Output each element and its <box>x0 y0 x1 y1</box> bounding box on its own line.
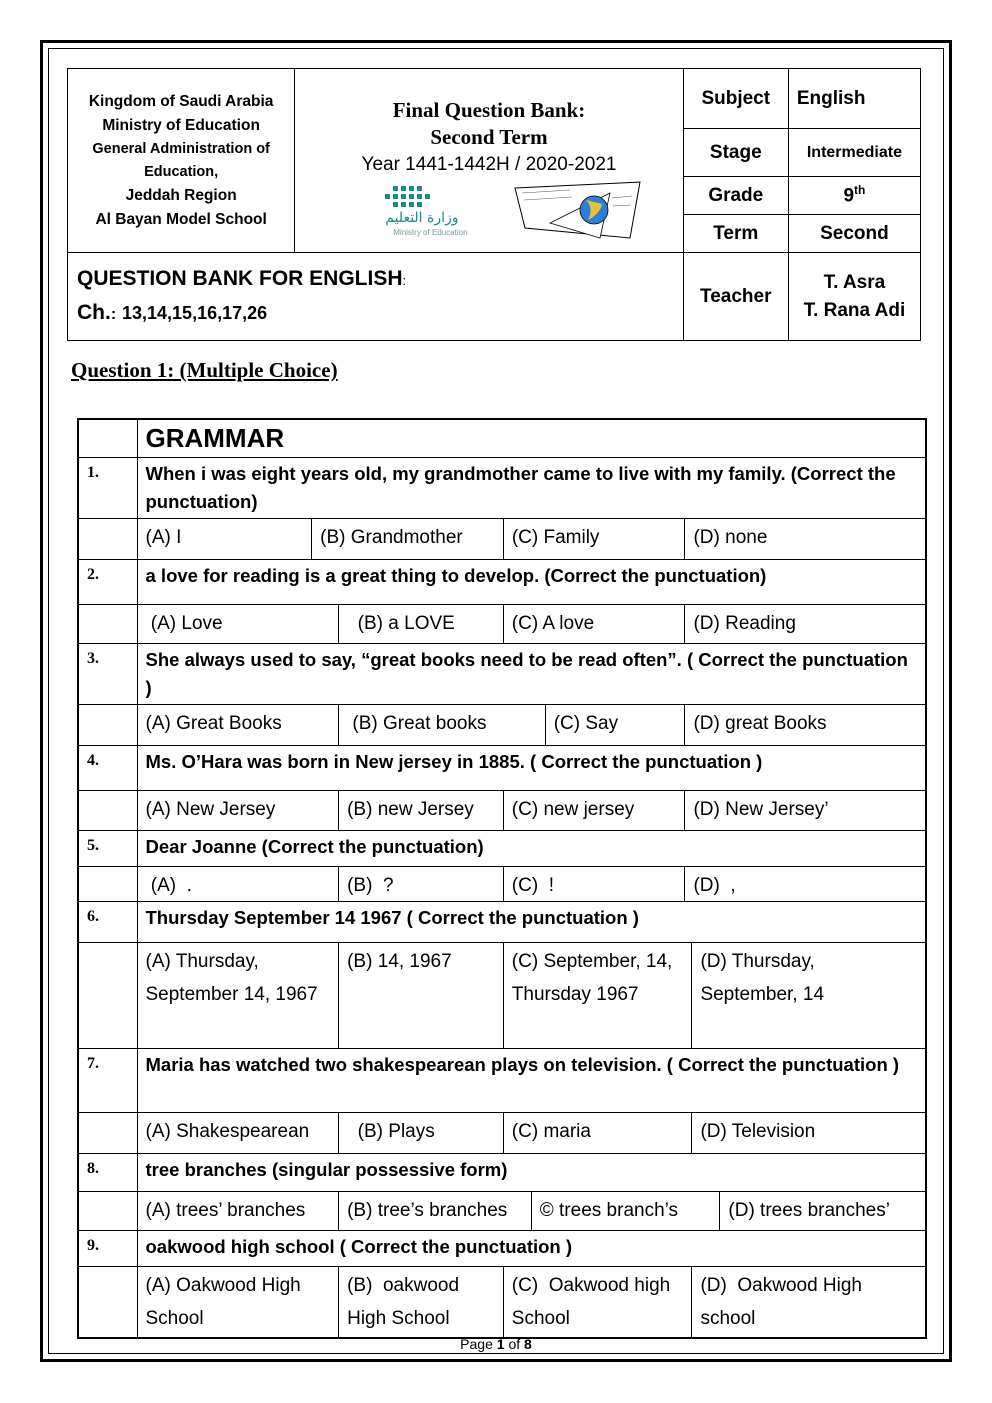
teacher-label: Teacher <box>683 253 788 341</box>
empty-cell <box>78 1112 137 1153</box>
answer-option[interactable]: (A) Thursday, September 14, 1967 <box>145 950 318 1005</box>
grade-label: Grade <box>683 177 788 215</box>
title-line-2: Second Term <box>430 125 548 149</box>
answer-option[interactable]: (C) Oakwood high School <box>503 1267 692 1337</box>
answer-option[interactable]: (D) Oakwood High school <box>691 1267 925 1337</box>
answer-option[interactable]: (D) , <box>684 867 925 901</box>
options-row <box>78 518 926 559</box>
school-line: Education, <box>144 163 219 180</box>
options-row <box>78 790 926 830</box>
question-stem: Maria has watched two shakespearean plays on television. ( Correct the punctuation ) <box>137 1048 926 1112</box>
title-line-1: Final Question Bank: <box>392 98 586 122</box>
term-value: Second <box>788 215 920 253</box>
options-cell <box>137 1112 926 1153</box>
answer-option[interactable]: (C) September, 14, Thursday 1967 <box>503 943 692 1048</box>
options-row <box>78 704 926 745</box>
question-number: 6. <box>78 901 137 942</box>
question-stem: Ms. O’Hara was born in New jersey in 1885. ( Correct the punctuation ) <box>137 745 926 790</box>
question-number: 9. <box>78 1230 137 1266</box>
subject-label: Subject <box>683 69 788 129</box>
grammar-question-table <box>77 418 927 1339</box>
answer-option[interactable]: (C) ! <box>503 867 685 901</box>
chapters-label: Ch. <box>77 300 111 324</box>
page-footer <box>0 1336 992 1352</box>
answer-option[interactable]: (B) ? <box>338 867 503 901</box>
teacher-name: T. Rana Adi <box>803 299 906 321</box>
empty-cell <box>78 866 137 901</box>
exam-title-block <box>295 69 683 253</box>
grade-number: 9 <box>843 185 855 207</box>
footer-prefix: Page <box>460 1336 497 1352</box>
answer-option[interactable]: (D) trees branches’ <box>719 1192 925 1230</box>
answer-option[interactable]: (B) oakwood High School <box>338 1267 503 1337</box>
school-info <box>68 69 295 253</box>
options-cell <box>137 1191 926 1230</box>
options-cell <box>137 1266 926 1338</box>
term-label: Term <box>683 215 788 253</box>
answer-option[interactable]: (B) 14, 1967 <box>338 943 503 1048</box>
question-number: 3. <box>78 643 137 704</box>
answer-option[interactable]: (A) Shakespearean <box>145 1120 310 1142</box>
answer-option[interactable]: (B) Plays <box>338 1113 503 1153</box>
empty-cell <box>78 419 137 457</box>
header-table <box>67 68 921 341</box>
answer-option[interactable]: (D) Television <box>691 1113 925 1153</box>
answer-option[interactable]: (D) none <box>684 519 925 559</box>
empty-cell <box>78 1191 137 1230</box>
question-number: 1. <box>78 457 137 518</box>
academic-year: Year 1441-1442H / 2020-2021 <box>361 154 617 175</box>
question-number: 5. <box>78 830 137 866</box>
question-row <box>78 643 926 704</box>
answer-option[interactable]: (C) Family <box>503 519 685 559</box>
answer-option[interactable]: (D) New Jersey’ <box>684 791 925 830</box>
question-number: 2. <box>78 559 137 604</box>
question-stem: a love for reading is a great thing to develop. (Correct the punctuation) <box>137 559 926 604</box>
options-row <box>78 942 926 1048</box>
stage-value: Intermediate <box>788 129 920 177</box>
question-bank-title: QUESTION BANK FOR ENGLISH <box>77 266 403 290</box>
empty-cell <box>78 604 137 643</box>
question-stem: When i was eight years old, my grandmother came to live with my family. (Correct the punctuation) <box>137 457 926 518</box>
school-line: Jeddah Region <box>125 186 237 204</box>
footer-mid: of <box>504 1336 525 1352</box>
grade-value <box>788 177 920 215</box>
question-row <box>78 901 926 942</box>
empty-cell <box>78 1266 137 1338</box>
options-row <box>78 1191 926 1230</box>
colon: : <box>402 272 407 288</box>
stage-label: Stage <box>683 129 788 177</box>
answer-option[interactable]: (C) maria <box>503 1113 692 1153</box>
answer-option[interactable]: (C) A love <box>503 605 685 643</box>
answer-option[interactable]: (B) new Jersey <box>338 791 503 830</box>
answer-option[interactable]: (D) Reading <box>684 605 925 643</box>
options-cell <box>137 704 926 745</box>
answer-option[interactable]: (B) Grandmother <box>311 519 503 559</box>
ministry-logo-subtext: Ministry of Education <box>393 228 468 237</box>
options-cell <box>137 518 926 559</box>
options-row <box>78 866 926 901</box>
options-cell <box>137 942 926 1048</box>
options-row <box>78 1112 926 1153</box>
empty-cell <box>78 790 137 830</box>
answer-option[interactable]: (C) Say <box>545 705 685 745</box>
teacher-names <box>788 253 920 341</box>
question-row <box>78 559 926 604</box>
page-total: 8 <box>524 1336 532 1352</box>
answer-option[interactable]: (B) a LOVE <box>338 605 503 643</box>
answer-option[interactable]: (D) Thursday, September, 14 <box>691 943 925 1048</box>
school-line: Ministry of Education <box>102 116 260 134</box>
answer-option[interactable]: (A) trees’ branches <box>145 1199 306 1221</box>
teacher-name: T. Asra <box>823 271 886 293</box>
options-cell <box>137 790 926 830</box>
options-row <box>78 1266 926 1338</box>
empty-cell <box>78 942 137 1048</box>
answer-option[interactable]: (A) New Jersey <box>145 798 276 820</box>
empty-cell <box>78 704 137 745</box>
answer-option[interactable]: (D) great Books <box>684 705 925 745</box>
footer-underline <box>460 1353 546 1354</box>
question-bank-heading <box>68 253 684 341</box>
answer-option[interactable]: (A) I <box>145 526 182 548</box>
options-cell <box>137 604 926 643</box>
question-stem: Dear Joanne (Correct the punctuation) <box>137 830 926 866</box>
colon: : <box>110 305 117 323</box>
ministry-logo <box>335 182 485 244</box>
empty-cell <box>78 518 137 559</box>
question-stem: She always used to say, “great books need to be read often”. ( Correct the punctuation ) <box>137 643 926 704</box>
question-number: 7. <box>78 1048 137 1112</box>
answer-option[interactable]: (A) . <box>145 874 192 896</box>
answer-option[interactable]: (B) tree’s branches <box>338 1192 531 1230</box>
question-stem: oakwood high school ( Correct the punctuation ) <box>137 1230 926 1266</box>
question-row <box>78 1153 926 1191</box>
answer-option[interactable]: (A) Great Books <box>145 712 282 734</box>
answer-option[interactable]: (A) Oakwood High School <box>145 1274 307 1329</box>
question-1-title: Question 1: (Multiple Choice) <box>71 358 338 382</box>
question-stem: Thursday September 14 1967 ( Correct the punctuation ) <box>137 901 926 942</box>
question-number: 4. <box>78 745 137 790</box>
options-row <box>78 604 926 643</box>
section-heading: GRAMMAR <box>137 419 926 457</box>
question-stem: tree branches (singular possessive form) <box>137 1153 926 1191</box>
grade-suffix: th <box>854 183 866 198</box>
question-row <box>78 830 926 866</box>
answer-option[interactable]: (C) new jersey <box>503 791 685 830</box>
question-row <box>78 457 926 518</box>
school-emblem-icon <box>510 178 645 246</box>
school-line: Kingdom of Saudi Arabia <box>88 92 274 110</box>
page-current: 1 <box>496 1336 505 1352</box>
ministry-logo-text: وزارة التعليم <box>385 210 459 226</box>
question-row <box>78 1230 926 1266</box>
answer-option[interactable]: (B) Great books <box>338 705 545 745</box>
chapters-list: 13,14,15,16,17,26 <box>122 302 268 323</box>
question-row <box>78 1048 926 1112</box>
answer-option[interactable]: © trees branch’s <box>531 1192 720 1230</box>
school-line: General Administration of <box>92 140 270 157</box>
subject-value: English <box>788 69 920 129</box>
answer-option[interactable]: (A) Love <box>145 612 223 634</box>
options-cell <box>137 866 926 901</box>
question-number: 8. <box>78 1153 137 1191</box>
question-row <box>78 745 926 790</box>
school-line: Al Bayan Model School <box>95 210 267 228</box>
